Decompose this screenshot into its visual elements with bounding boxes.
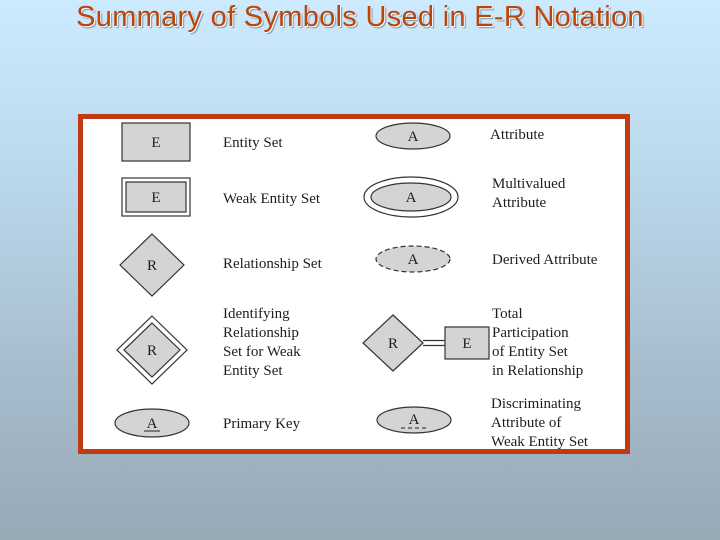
derived-attribute-glyph: A bbox=[407, 252, 419, 268]
total-participation-relationship-glyph: R bbox=[387, 336, 399, 352]
identifying-relationship-glyph: R bbox=[146, 343, 158, 359]
er-notation-figure bbox=[78, 114, 630, 454]
attribute-label: Attribute bbox=[490, 127, 545, 143]
relationship-set-label: Relationship Set bbox=[223, 256, 322, 272]
weak-entity-set-label: Weak Entity Set bbox=[223, 191, 321, 207]
figure-panel bbox=[83, 119, 625, 449]
entity-set-symbol bbox=[122, 123, 190, 161]
identifying-relationship-symbol bbox=[117, 316, 187, 384]
total-participation-symbol bbox=[363, 315, 489, 371]
multivalued-attribute-label: Multivalued Attribute bbox=[492, 176, 566, 211]
discriminating-attribute-symbol bbox=[377, 407, 451, 433]
attribute-glyph: A bbox=[407, 129, 419, 145]
multivalued-attribute-glyph: A bbox=[405, 190, 417, 206]
slide-title: Summary of Symbols Used in E-R Notation bbox=[76, 1, 644, 33]
entity-set-glyph: E bbox=[151, 135, 161, 151]
total-participation-label: Total Participation of Entity Set in Relationship bbox=[492, 306, 584, 379]
discriminating-attribute-glyph: A bbox=[408, 412, 420, 428]
attribute-symbol bbox=[376, 123, 450, 149]
relationship-set-glyph: R bbox=[146, 258, 158, 274]
total-participation-entity-glyph: E bbox=[462, 336, 472, 352]
primary-key-label: Primary Key bbox=[223, 416, 301, 432]
identifying-relationship-label: Identifying Relationship Set for Weak Entity Set bbox=[223, 306, 301, 379]
primary-key-symbol bbox=[115, 409, 189, 437]
discriminating-attribute-label: Discriminating Attribute of Weak Entity Set bbox=[491, 396, 589, 450]
entity-set-label: Entity Set bbox=[223, 135, 283, 151]
primary-key-glyph: A bbox=[146, 416, 158, 432]
relationship-set-symbol bbox=[120, 234, 184, 296]
weak-entity-set-glyph: E bbox=[151, 190, 161, 206]
multivalued-attribute-symbol bbox=[364, 177, 458, 217]
derived-attribute-label: Derived Attribute bbox=[492, 252, 598, 268]
weak-entity-set-symbol bbox=[122, 178, 190, 216]
derived-attribute-symbol bbox=[376, 246, 450, 272]
